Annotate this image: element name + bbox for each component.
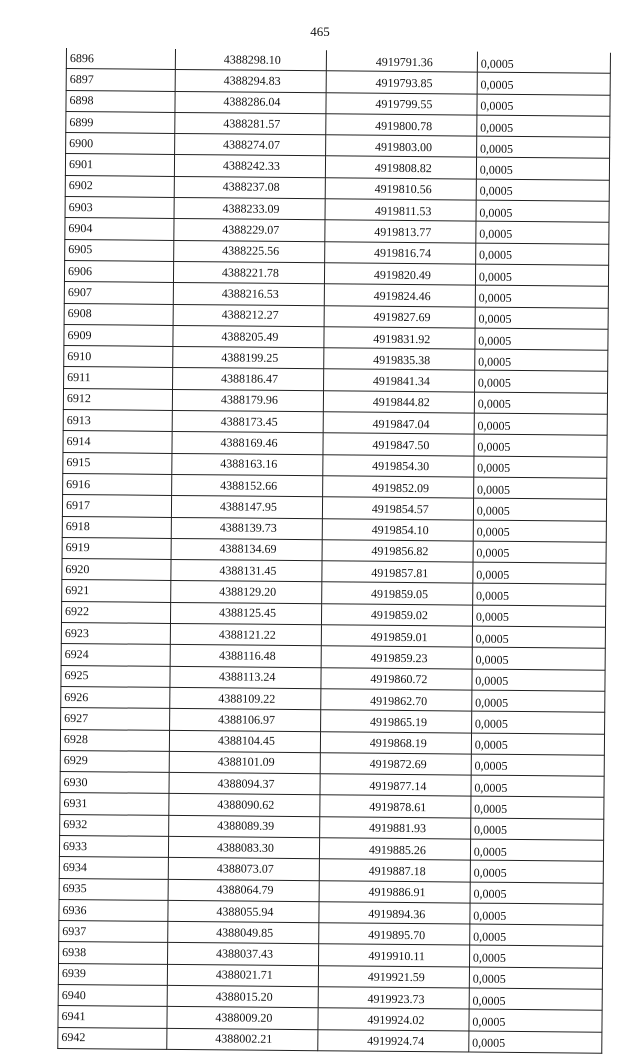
accuracy-cell: 0,0005 xyxy=(476,158,609,180)
y-coordinate-cell: 4919868.19 xyxy=(320,731,471,754)
accuracy-cell: 0,0005 xyxy=(470,839,603,861)
x-coordinate-cell: 4388015.20 xyxy=(167,985,318,1008)
point-number-cell: 6919 xyxy=(62,537,171,559)
x-coordinate-cell: 4388212.27 xyxy=(173,304,324,327)
y-coordinate-cell: 4919895.70 xyxy=(319,923,470,946)
accuracy-cell: 0,0005 xyxy=(474,371,607,393)
y-coordinate-cell: 4919862.70 xyxy=(321,689,472,712)
accuracy-cell: 0,0005 xyxy=(473,562,606,584)
y-coordinate-cell: 4919854.30 xyxy=(323,454,474,477)
accuracy-cell: 0,0005 xyxy=(474,392,607,414)
y-coordinate-cell: 4919844.82 xyxy=(323,391,474,414)
point-number-cell: 6903 xyxy=(65,197,174,219)
x-coordinate-cell: 4388037.43 xyxy=(168,943,319,966)
point-number-cell: 6934 xyxy=(59,857,168,879)
x-coordinate-cell: 4388286.04 xyxy=(175,91,326,114)
point-number-cell: 6942 xyxy=(58,1027,167,1049)
accuracy-cell: 0,0005 xyxy=(473,477,606,499)
accuracy-cell: 0,0005 xyxy=(470,818,603,840)
y-coordinate-cell: 4919820.49 xyxy=(324,263,475,286)
y-coordinate-cell: 4919859.01 xyxy=(321,625,472,648)
accuracy-cell: 0,0005 xyxy=(473,541,606,563)
accuracy-cell: 0,0005 xyxy=(476,136,609,158)
y-coordinate-cell: 4919793.85 xyxy=(326,71,477,94)
point-number-cell: 6900 xyxy=(66,133,175,155)
accuracy-cell: 0,0005 xyxy=(477,72,610,94)
y-coordinate-cell: 4919854.57 xyxy=(322,497,473,520)
x-coordinate-cell: 4388055.94 xyxy=(168,900,319,923)
x-coordinate-cell: 4388009.20 xyxy=(167,1007,318,1030)
x-coordinate-cell: 4388229.07 xyxy=(174,219,325,242)
y-coordinate-cell: 4919881.93 xyxy=(320,816,471,839)
accuracy-cell: 0,0005 xyxy=(475,285,608,307)
x-coordinate-cell: 4388116.48 xyxy=(170,645,321,668)
point-number-cell: 6931 xyxy=(60,793,169,815)
x-coordinate-cell: 4388131.45 xyxy=(171,560,322,583)
accuracy-cell: 0,0005 xyxy=(472,605,605,627)
x-coordinate-cell: 4388221.78 xyxy=(173,261,324,284)
x-coordinate-cell: 4388073.07 xyxy=(168,858,319,881)
table-row xyxy=(58,1027,602,1053)
point-number-cell: 6907 xyxy=(64,282,173,304)
x-coordinate-cell: 4388002.21 xyxy=(167,1028,318,1051)
x-coordinate-cell: 4388225.56 xyxy=(174,240,325,263)
point-number-cell: 6914 xyxy=(63,431,172,453)
point-number-cell: 6940 xyxy=(58,985,167,1007)
accuracy-cell: 0,0005 xyxy=(473,520,606,542)
y-coordinate-cell: 4919856.82 xyxy=(322,540,473,563)
x-coordinate-cell: 4388090.62 xyxy=(169,794,320,817)
x-coordinate-cell: 4388233.09 xyxy=(174,198,325,221)
y-coordinate-cell: 4919799.55 xyxy=(326,92,477,115)
point-number-cell: 6911 xyxy=(64,367,173,389)
accuracy-cell: 0,0005 xyxy=(474,434,607,456)
accuracy-cell: 0,0005 xyxy=(474,413,607,435)
accuracy-cell: 0,0005 xyxy=(469,988,602,1010)
accuracy-cell: 0,0005 xyxy=(473,583,606,605)
x-coordinate-cell: 4388104.45 xyxy=(169,730,320,753)
x-coordinate-cell: 4388121.22 xyxy=(170,623,321,646)
point-number-cell: 6922 xyxy=(61,601,170,623)
x-coordinate-cell: 4388298.10 xyxy=(175,49,326,71)
accuracy-cell: 0,0005 xyxy=(471,711,604,733)
accuracy-cell: 0,0005 xyxy=(475,307,608,329)
y-coordinate-cell: 4919813.77 xyxy=(325,220,476,243)
x-coordinate-cell: 4388274.07 xyxy=(175,134,326,157)
page-number: 465 xyxy=(310,24,330,39)
point-number-cell: 6901 xyxy=(65,154,174,176)
point-number-cell: 6904 xyxy=(65,218,174,240)
y-coordinate-cell: 4919803.00 xyxy=(325,135,476,158)
accuracy-cell: 0,0005 xyxy=(469,1031,602,1053)
point-number-cell: 6927 xyxy=(61,708,170,730)
x-coordinate-cell: 4388147.95 xyxy=(171,496,322,519)
point-number-cell: 6936 xyxy=(59,899,168,921)
accuracy-cell: 0,0005 xyxy=(472,647,605,669)
accuracy-cell: 0,0005 xyxy=(469,1009,602,1031)
y-coordinate-cell: 4919854.10 xyxy=(322,518,473,541)
y-coordinate-cell: 4919859.05 xyxy=(322,582,473,605)
point-number-cell: 6923 xyxy=(61,622,170,644)
point-number-cell: 6937 xyxy=(59,921,168,943)
y-coordinate-cell: 4919878.61 xyxy=(320,795,471,818)
x-coordinate-cell: 4388163.16 xyxy=(172,453,323,476)
point-number-cell: 6897 xyxy=(66,69,175,91)
x-coordinate-cell: 4388125.45 xyxy=(170,602,321,625)
x-coordinate-cell: 4388139.73 xyxy=(171,517,322,540)
point-number-cell: 6898 xyxy=(66,90,175,112)
accuracy-cell: 0,0005 xyxy=(473,498,606,520)
x-coordinate-cell: 4388237.08 xyxy=(174,176,325,199)
x-coordinate-cell: 4388106.97 xyxy=(170,709,321,732)
x-coordinate-cell: 4388242.33 xyxy=(174,155,325,178)
x-coordinate-cell: 4388216.53 xyxy=(173,283,324,306)
x-coordinate-cell: 4388134.69 xyxy=(171,538,322,561)
accuracy-cell: 0,0005 xyxy=(475,328,608,350)
accuracy-cell: 0,0005 xyxy=(472,690,605,712)
point-number-cell: 6925 xyxy=(61,665,170,687)
point-number-cell: 6902 xyxy=(65,175,174,197)
y-coordinate-cell: 4919865.19 xyxy=(320,710,471,733)
point-number-cell: 6913 xyxy=(63,410,172,432)
y-coordinate-cell: 4919841.34 xyxy=(323,369,474,392)
point-number-cell: 6917 xyxy=(62,495,171,517)
point-number-cell: 6910 xyxy=(64,346,173,368)
point-number-cell: 6899 xyxy=(66,111,175,133)
y-coordinate-cell: 4919923.73 xyxy=(318,987,469,1010)
y-coordinate-cell: 4919835.38 xyxy=(324,348,475,371)
y-coordinate-cell: 4919894.36 xyxy=(319,902,470,925)
point-number-cell: 6935 xyxy=(59,878,168,900)
accuracy-cell: 0,0005 xyxy=(470,882,603,904)
point-number-cell: 6916 xyxy=(63,473,172,495)
y-coordinate-cell: 4919859.02 xyxy=(321,603,472,626)
x-coordinate-cell: 4388049.85 xyxy=(168,922,319,945)
point-number-cell: 6909 xyxy=(64,324,173,346)
accuracy-cell: 0,0005 xyxy=(472,626,605,648)
accuracy-cell: 0,0005 xyxy=(477,115,610,137)
point-number-cell: 6926 xyxy=(61,686,170,708)
accuracy-cell: 0,0005 xyxy=(475,349,608,371)
x-coordinate-cell: 4388169.46 xyxy=(172,432,323,455)
point-number-cell: 6896 xyxy=(66,48,175,70)
y-coordinate-cell: 4919847.50 xyxy=(323,433,474,456)
point-number-cell: 6920 xyxy=(62,559,171,581)
accuracy-cell: 0,0005 xyxy=(471,796,604,818)
point-number-cell: 6939 xyxy=(58,963,167,985)
accuracy-cell: 0,0005 xyxy=(471,754,604,776)
coordinates-table xyxy=(57,48,611,1054)
accuracy-cell: 0,0005 xyxy=(476,200,609,222)
point-number-cell: 6928 xyxy=(60,729,169,751)
x-coordinate-cell: 4388129.20 xyxy=(171,581,322,604)
y-coordinate-cell: 4919824.46 xyxy=(324,284,475,307)
accuracy-cell: 0,0005 xyxy=(471,733,604,755)
y-coordinate-cell: 4919924.02 xyxy=(318,1008,469,1031)
accuracy-cell: 0,0005 xyxy=(477,94,610,116)
accuracy-cell: 0,0005 xyxy=(475,264,608,286)
y-coordinate-cell: 4919827.69 xyxy=(324,305,475,328)
y-coordinate-cell: 4919910.11 xyxy=(318,944,469,967)
accuracy-cell: 0,0005 xyxy=(470,860,603,882)
y-coordinate-cell: 4919852.09 xyxy=(323,476,474,499)
point-number-cell: 6941 xyxy=(58,1006,167,1028)
y-coordinate-cell: 4919877.14 xyxy=(320,774,471,797)
y-coordinate-cell: 4919887.18 xyxy=(319,859,470,882)
point-number-cell: 6908 xyxy=(64,303,173,325)
accuracy-cell: 0,0005 xyxy=(469,946,602,968)
y-coordinate-cell: 4919857.81 xyxy=(322,561,473,584)
x-coordinate-cell: 4388064.79 xyxy=(168,879,319,902)
accuracy-cell: 0,0005 xyxy=(474,456,607,478)
y-coordinate-cell: 4919924.74 xyxy=(318,1029,469,1052)
point-number-cell: 6912 xyxy=(63,388,172,410)
y-coordinate-cell: 4919921.59 xyxy=(318,966,469,989)
y-coordinate-cell: 4919808.82 xyxy=(325,156,476,179)
point-number-cell: 6906 xyxy=(64,260,173,282)
accuracy-cell: 0,0005 xyxy=(470,903,603,925)
x-coordinate-cell: 4388152.66 xyxy=(172,474,323,497)
y-coordinate-cell: 4919811.53 xyxy=(325,199,476,222)
point-number-cell: 6915 xyxy=(63,452,172,474)
x-coordinate-cell: 4388089.39 xyxy=(169,815,320,838)
y-coordinate-cell: 4919885.26 xyxy=(319,838,470,861)
y-coordinate-cell: 4919791.36 xyxy=(326,50,477,72)
point-number-cell: 6929 xyxy=(60,750,169,772)
accuracy-cell: 0,0005 xyxy=(475,243,608,265)
point-number-cell: 6921 xyxy=(62,580,171,602)
x-coordinate-cell: 4388186.47 xyxy=(173,368,324,391)
accuracy-cell: 0,0005 xyxy=(471,775,604,797)
x-coordinate-cell: 4388199.25 xyxy=(173,347,324,370)
y-coordinate-cell: 4919810.56 xyxy=(325,178,476,201)
y-coordinate-cell: 4919859.23 xyxy=(321,646,472,669)
y-coordinate-cell: 4919847.04 xyxy=(323,412,474,435)
accuracy-cell: 0,0005 xyxy=(477,52,610,74)
point-number-cell: 6924 xyxy=(61,644,170,666)
x-coordinate-cell: 4388179.96 xyxy=(172,389,323,412)
point-number-cell: 6905 xyxy=(65,239,174,261)
y-coordinate-cell: 4919886.91 xyxy=(319,880,470,903)
coordinates-table-body xyxy=(58,48,611,1053)
x-coordinate-cell: 4388205.49 xyxy=(173,325,324,348)
accuracy-cell: 0,0005 xyxy=(469,967,602,989)
point-number-cell: 6930 xyxy=(60,772,169,794)
x-coordinate-cell: 4388101.09 xyxy=(169,751,320,774)
accuracy-cell: 0,0005 xyxy=(476,179,609,201)
y-coordinate-cell: 4919872.69 xyxy=(320,753,471,776)
point-number-cell: 6918 xyxy=(62,516,171,538)
x-coordinate-cell: 4388109.22 xyxy=(170,687,321,710)
x-coordinate-cell: 4388113.24 xyxy=(170,666,321,689)
y-coordinate-cell: 4919860.72 xyxy=(321,667,472,690)
accuracy-cell: 0,0005 xyxy=(476,221,609,243)
x-coordinate-cell: 4388083.30 xyxy=(168,836,319,859)
x-coordinate-cell: 4388294.83 xyxy=(175,70,326,93)
x-coordinate-cell: 4388094.37 xyxy=(169,773,320,796)
y-coordinate-cell: 4919816.74 xyxy=(325,241,476,264)
y-coordinate-cell: 4919831.92 xyxy=(324,327,475,350)
accuracy-cell: 0,0005 xyxy=(470,924,603,946)
x-coordinate-cell: 4388173.45 xyxy=(172,410,323,433)
x-coordinate-cell: 4388021.71 xyxy=(167,964,318,987)
accuracy-cell: 0,0005 xyxy=(472,669,605,691)
point-number-cell: 6938 xyxy=(59,942,168,964)
point-number-cell: 6932 xyxy=(60,814,169,836)
x-coordinate-cell: 4388281.57 xyxy=(175,112,326,135)
point-number-cell: 6933 xyxy=(59,835,168,857)
y-coordinate-cell: 4919800.78 xyxy=(326,114,477,137)
